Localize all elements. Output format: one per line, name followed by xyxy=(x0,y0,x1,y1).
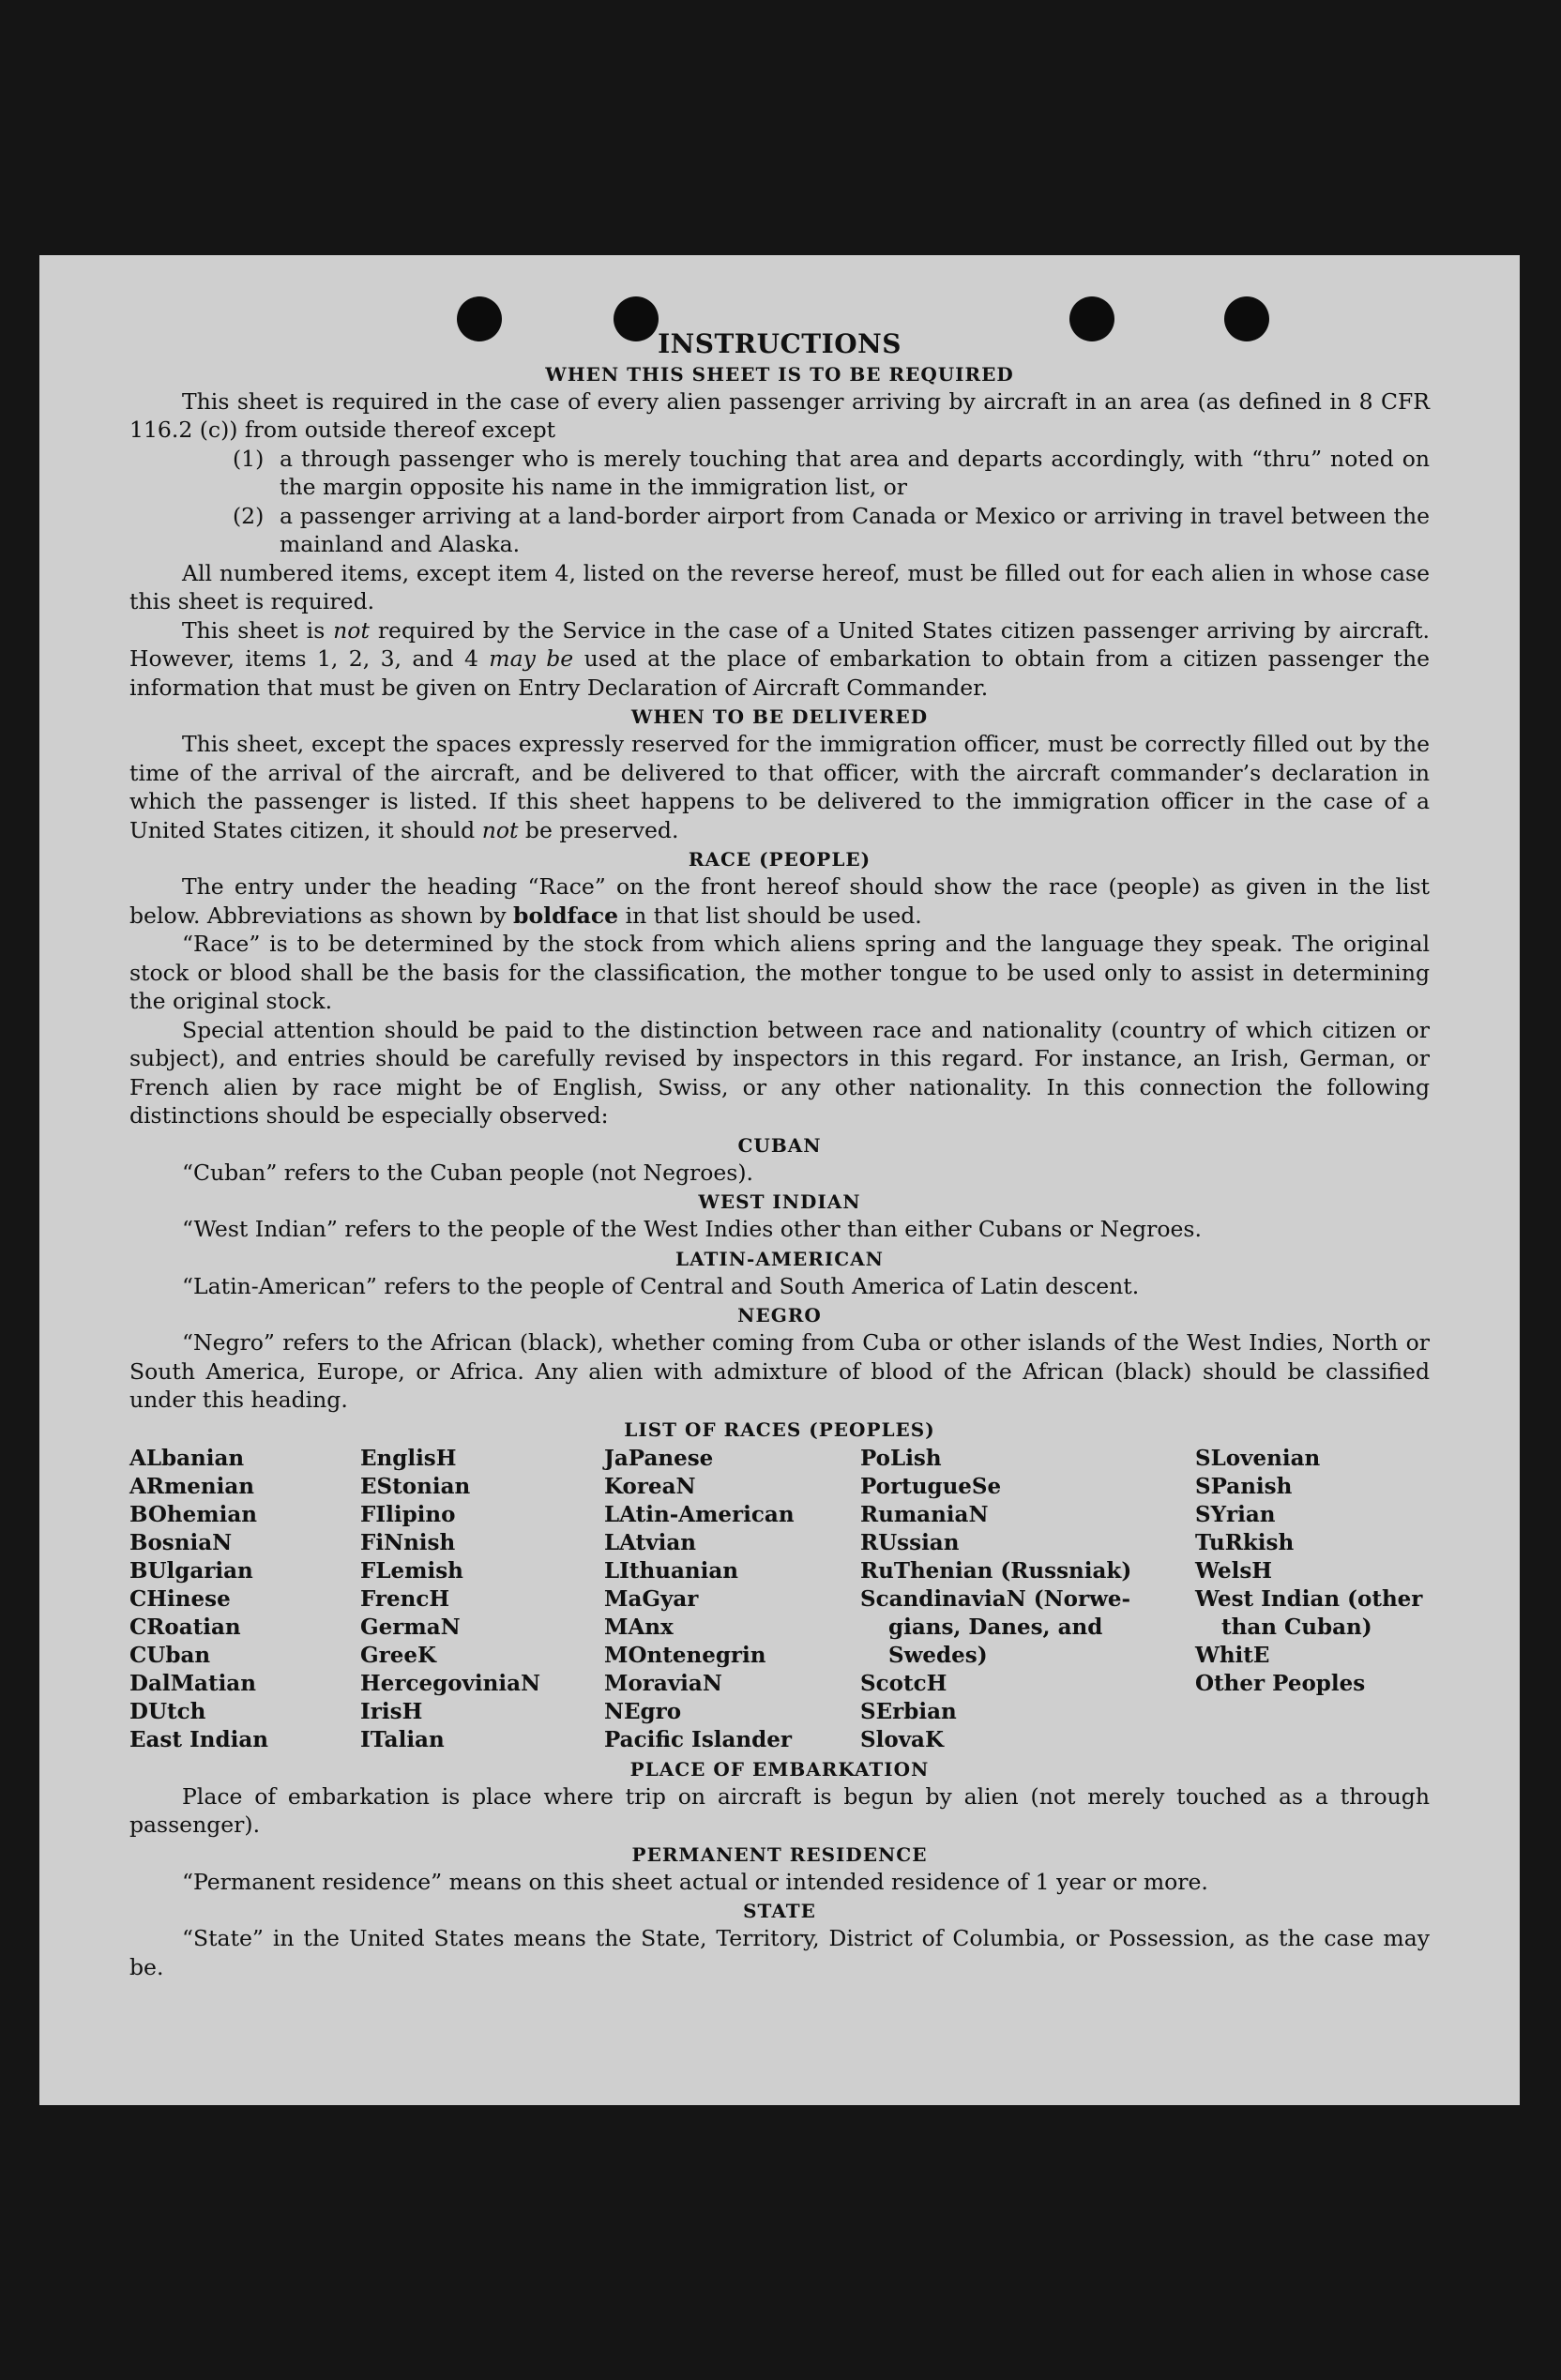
race-entry: MoraviaN xyxy=(604,1670,722,1696)
race-entry: West Indian (other xyxy=(1195,1585,1423,1612)
race-entry: Other Peoples xyxy=(1195,1670,1366,1696)
punch-hole xyxy=(614,296,659,341)
race-entry: PoLish xyxy=(860,1445,942,1471)
punch-hole xyxy=(1224,296,1269,341)
embarkation-paragraph: Place of embarkation is place where trip on aircraft is begun by alien (not merely touched as a through passenger). xyxy=(129,1782,1430,1838)
race-entry: EnglisH xyxy=(360,1445,457,1471)
citizen-paragraph: This sheet is not required by the Service in the case of a United States citizen passenger arriving by aircraft. However, items 1, 2, 3, and 4 may be used at the place of embarkation to obtain from a citizen passenger the information that must be given on Entry Declaration of Aircraft Commander. xyxy=(129,616,1431,701)
race-entry: FLemish xyxy=(360,1557,463,1584)
race-entry: BUlgarian xyxy=(129,1557,253,1584)
race-entry: FiNnish xyxy=(360,1529,456,1555)
delivered-paragraph: This sheet, except the spaces expressly reserved for the immigration officer, must be correctly filled out by the time of the arrival of the aircraft, and be delivered to that officer, with the aircraft commander’s declaration in which the passenger is listed. If this sheet happens to be delivered to the immigration officer in the case of a United States citizen, it should not be preserved. xyxy=(129,731,1430,843)
race-entry: FIlipino xyxy=(360,1501,456,1527)
race-entry: GreeK xyxy=(360,1642,437,1668)
section-heading-delivered: WHEN TO BE DELIVERED xyxy=(630,705,929,728)
race-paragraph: “Race” is to be determined by the stock from which aliens spring and the language they speak. The original stock or blood shall be the basis for the classification, the mother tongue to be used only to assist in determining the original stock. xyxy=(129,931,1430,1014)
race-entry: RumaniaN xyxy=(860,1501,989,1527)
race-entry: LAtin-American xyxy=(604,1501,795,1527)
section-heading-embarkation: PLACE OF EMBARKATION xyxy=(629,1757,930,1781)
item-number: (1) xyxy=(233,445,265,472)
race-paragraph: Special attention should be paid to the distinction between race and nationality (country of which citizen or subject), and entries should be carefully revised by inspectors in this regard. For instance, an Irish, German, or French alien by race might be of English, Swiss, or any other nationality. In this connection the following distinctions should be especially observed: xyxy=(129,1016,1430,1129)
item-number: (2) xyxy=(233,502,265,529)
punch-hole xyxy=(457,296,502,341)
race-entry: CHinese xyxy=(129,1585,231,1612)
race-entry: LIthuanian xyxy=(604,1557,738,1584)
race-entry: Swedes) xyxy=(888,1642,988,1668)
race-entry: gians, Danes, and xyxy=(888,1614,1103,1640)
latin-american-paragraph: “Latin-American” refers to the people of Central and South America of Latin descent. xyxy=(182,1272,1140,1299)
race-entry: JaPanese xyxy=(604,1445,714,1471)
west-indian-paragraph: “West Indian” refers to the people of the West Indies other than either Cubans or Negroes. xyxy=(182,1216,1202,1242)
races-list xyxy=(129,1445,1430,1754)
race-entry: than Cuban) xyxy=(1221,1614,1372,1640)
race-entry: FrencH xyxy=(360,1585,450,1612)
section-heading-residence: PERMANENT RESIDENCE xyxy=(631,1842,928,1866)
race-entry: CRoatian xyxy=(129,1614,241,1640)
instruction-sheet xyxy=(39,255,1520,2105)
race-entry: ARmenian xyxy=(129,1473,255,1499)
race-entry: TuRkish xyxy=(1195,1529,1295,1555)
exception-item xyxy=(129,502,1430,559)
race-entry: NEgro xyxy=(604,1698,682,1724)
race-entry: WelsH xyxy=(1195,1557,1273,1584)
residence-paragraph: “Permanent residence” means on this sheet actual or intended residence of 1 year or more. xyxy=(182,1868,1208,1895)
race-entry: WhitE xyxy=(1195,1642,1270,1668)
race-entry: RuThenian (Russniak) xyxy=(860,1557,1132,1584)
exception-item xyxy=(129,445,1430,502)
item-text: a passenger arriving at a land-border airport from Canada or Mexico or arriving in travel between the mainland and Alaska. xyxy=(280,502,1430,557)
race-entry: RUssian xyxy=(860,1529,960,1555)
race-entry: BOhemian xyxy=(129,1501,257,1527)
section-heading-negro: NEGRO xyxy=(737,1304,822,1326)
race-entry: GermaN xyxy=(360,1614,461,1640)
race-entry: PortugueSe xyxy=(860,1473,1002,1499)
race-entry: BosniaN xyxy=(129,1529,233,1555)
race-entry: SErbian xyxy=(860,1698,957,1724)
races-column xyxy=(129,1445,360,1754)
race-entry: East Indian xyxy=(129,1726,268,1752)
page-title: INSTRUCTIONS xyxy=(658,328,902,359)
race-entry: CUban xyxy=(129,1642,211,1668)
item-text: a through passenger who is merely touching that area and departs accordingly, with “thru” noted on the margin opposite his name in the immigration list, or xyxy=(280,445,1430,500)
negro-paragraph: “Negro” refers to the African (black), whether coming from Cuba or other islands of the West Indies, North or South America, Europe, or Africa. Any alien with admixture of blood of the African (black) should be classified under this heading. xyxy=(129,1329,1430,1413)
cuban-paragraph: “Cuban” refers to the Cuban people (not Negroes). xyxy=(182,1159,754,1186)
race-paragraph: The entry under the heading “Race” on the front hereof should show the race (people) as given in the list below. Abbreviations as shown by boldface in that list should be used. xyxy=(129,873,1430,929)
section-heading-race: RACE (PEOPLE) xyxy=(688,848,871,871)
section-heading-cuban: CUBAN xyxy=(737,1133,822,1157)
race-entry: ScotcH xyxy=(860,1670,947,1696)
race-entry: HercegoviniaN xyxy=(360,1670,541,1696)
race-entry: ALbanian xyxy=(129,1445,245,1471)
race-entry: KoreaN xyxy=(604,1473,696,1499)
race-entry: MAnx xyxy=(604,1614,674,1640)
races-column xyxy=(1195,1445,1430,1754)
section-heading-latin-american: LATIN-AMERICAN xyxy=(675,1247,884,1270)
required-intro: This sheet is required in the case of every alien passenger arriving by aircraft in an area (as defined in 8 CFR 116.2 (c)) from outside thereof except xyxy=(129,387,1430,443)
race-entry: MaGyar xyxy=(604,1585,699,1612)
section-heading-required: WHEN THIS SHEET IS TO BE REQUIRED xyxy=(545,362,1014,386)
race-entry: LAtvian xyxy=(604,1529,696,1555)
punch-hole xyxy=(1069,296,1114,341)
section-heading-races-list: LIST OF RACES (PEOPLES) xyxy=(624,1417,935,1441)
race-entry: SPanish xyxy=(1195,1473,1293,1499)
race-entry: SLovenian xyxy=(1195,1445,1321,1471)
race-entry: SYrian xyxy=(1195,1501,1276,1527)
race-entry: ScandinaviaN (Norwe- xyxy=(860,1585,1131,1612)
race-entry: IrisH xyxy=(360,1698,423,1724)
section-heading-state: STATE xyxy=(743,1900,816,1922)
race-entry: DalMatian xyxy=(129,1670,256,1696)
races-column xyxy=(604,1445,860,1754)
race-entry: ITalian xyxy=(360,1726,445,1752)
required-paragraph: All numbered items, except item 4, listed on the reverse hereof, must be filled out for each alien in whose case this sheet is required. xyxy=(129,559,1430,614)
races-column xyxy=(360,1445,604,1754)
race-entry: Pacific Islander xyxy=(604,1726,792,1752)
race-entry: EStonian xyxy=(360,1473,471,1499)
section-heading-west-indian: WEST INDIAN xyxy=(698,1190,861,1213)
state-paragraph: “State” in the United States means the State, Territory, District of Columbia, or Possession, as the case may be. xyxy=(129,1925,1430,1980)
races-column xyxy=(860,1445,1195,1754)
race-entry: MOntenegrin xyxy=(604,1642,766,1668)
race-entry: SlovaK xyxy=(860,1726,944,1752)
race-entry: DUtch xyxy=(129,1698,206,1724)
